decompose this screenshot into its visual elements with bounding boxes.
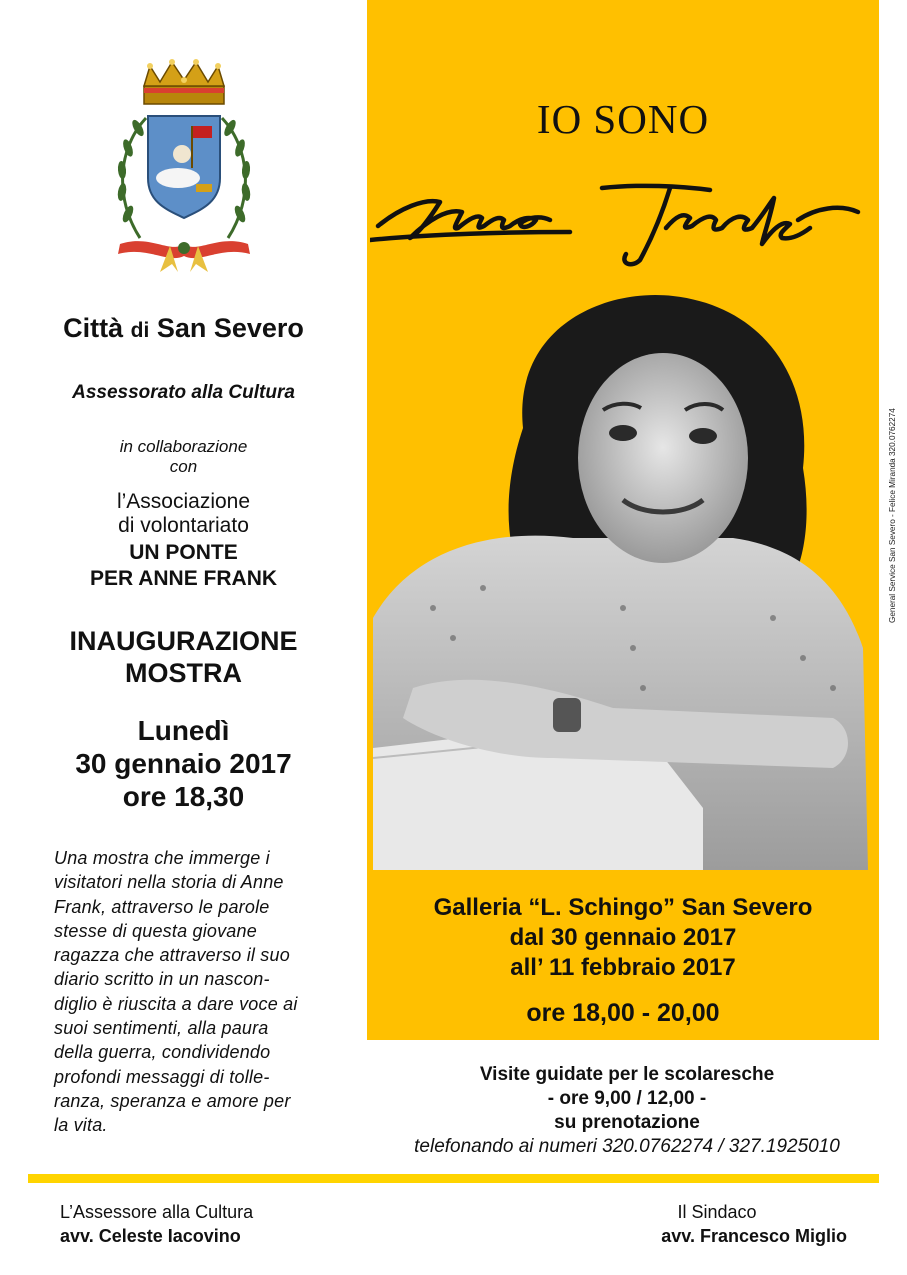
- collaboration-line-2: con: [169, 457, 198, 476]
- description-line: la vita.: [54, 1115, 108, 1136]
- description-line: suoi sentimenti, alla paura: [54, 1018, 269, 1039]
- opening-date-line: 30 gennaio 2017: [75, 748, 292, 779]
- phone-numbers: telefonando ai numeri 320.0762274 / 327.1925010: [414, 1136, 840, 1157]
- association-name-line-1: UN PONTE: [129, 541, 238, 564]
- left-column: [0, 0, 367, 1170]
- description-line: diario scritto in un nascon-: [54, 969, 270, 990]
- side-credit-text: General Service San Severo - Felice Miranda 320.0762274: [888, 408, 897, 623]
- description-line: della guerra, condividendo: [54, 1042, 271, 1063]
- inauguration-line-1: INAUGURAZIONE: [69, 626, 298, 656]
- assessor-signature: [60, 1200, 380, 1248]
- association-text: [0, 490, 367, 538]
- guided-visits: [367, 1063, 887, 1135]
- crown-icon: [144, 59, 224, 104]
- anne-frank-portrait-image: [373, 288, 868, 870]
- footer-divider: [28, 1174, 879, 1183]
- description-line: ranza, speranza e amore per: [54, 1090, 291, 1111]
- inauguration-heading: [0, 625, 367, 689]
- assessorato-heading: Assessorato alla Cultura: [72, 382, 295, 403]
- city-name-part-2: San Severo: [156, 313, 304, 343]
- description-line: stesse di questa giovane: [54, 920, 257, 941]
- shield-icon: [148, 116, 220, 218]
- description-line: diglio è riuscita a dare voce ai: [54, 993, 298, 1014]
- city-name-part-1: Città: [63, 313, 124, 343]
- mayor-signature: [527, 1200, 847, 1248]
- anne-frank-signature-icon: [370, 168, 870, 278]
- visits-line-2: - ore 9,00 / 12,00 -: [547, 1088, 707, 1109]
- ribbon-icon: [118, 241, 250, 272]
- mayor-role: Il Sindaco: [677, 1202, 757, 1222]
- city-name: [0, 313, 367, 344]
- visits-line-3: su prenotazione: [554, 1112, 700, 1133]
- mayor-name: avv. Francesco Miglio: [661, 1226, 847, 1246]
- exhibition-info: [367, 893, 879, 983]
- exhibition-description: [54, 846, 316, 1138]
- inauguration-line-2: MOSTRA: [125, 658, 242, 688]
- description-line: Frank, attraverso le parole: [54, 896, 270, 917]
- association-line-1: l’Associazione: [116, 490, 251, 513]
- gallery-name: Galleria “L. Schingo” San Severo: [433, 894, 813, 921]
- visits-line-1: Visite guidate per le scolaresche: [479, 1064, 775, 1085]
- description-line: ragazza che attraverso il suo: [54, 945, 290, 966]
- exhibition-hours: ore 18,00 - 20,00: [526, 999, 720, 1027]
- association-line-2: di volontariato: [118, 514, 249, 537]
- collaboration-text: [0, 437, 367, 477]
- association-name: [0, 540, 367, 592]
- opening-day: Lunedì: [137, 715, 230, 746]
- poster-title: IO SONO: [536, 96, 710, 142]
- description-line: visitatori nella storia di Anne: [54, 872, 284, 893]
- city-coat-of-arms-icon: [100, 58, 268, 278]
- collaboration-line-1: in collaborazione: [119, 437, 248, 456]
- description-line: profondi messaggi di tolle-: [54, 1066, 270, 1087]
- city-name-connector: di: [130, 319, 150, 342]
- assessor-role: L’Assessore alla Cultura: [60, 1202, 254, 1222]
- opening-time: ore 18,30: [122, 781, 245, 812]
- exhibition-start: dal 30 gennaio 2017: [509, 924, 737, 951]
- description-line: Una mostra che immerge i: [54, 848, 270, 868]
- opening-date: [0, 714, 367, 813]
- side-credit: [880, 385, 902, 625]
- assessor-name: avv. Celeste Iacovino: [60, 1226, 241, 1246]
- exhibition-end: all’ 11 febbraio 2017: [510, 954, 736, 981]
- association-name-line-2: PER ANNE FRANK: [89, 567, 278, 590]
